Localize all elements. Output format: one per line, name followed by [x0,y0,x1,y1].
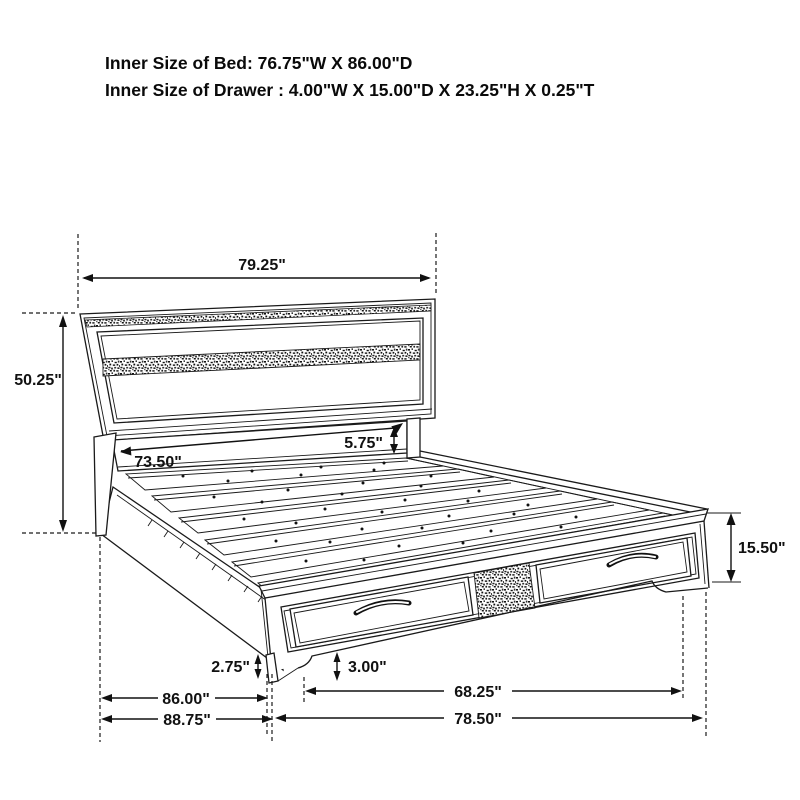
dim-headboard-height: 50.25" [14,372,62,389]
dim-foot-clearance: 3.00" [348,659,387,676]
dim-footboard-height: 15.50" [738,540,786,557]
dim-headboard-width: 79.25" [238,257,286,274]
dim-footboard-width: 78.50" [454,711,502,728]
footboard-glitter-panel [474,563,535,618]
headboard [80,299,435,441]
dim-overall-depth: 88.75" [163,712,211,729]
dim-rail-height: 5.75" [344,435,383,452]
dim-inner-rail-width: 73.50" [134,454,182,471]
dim-drawer-region-width: 68.25" [454,684,502,701]
dim-inner-depth: 86.00" [162,691,210,708]
header-line2: Inner Size of Drawer : 4.00"W X 15.00"D X 23.25"H X 0.25"T [105,80,595,100]
headboard-right-leg [407,418,420,458]
dim-base-height: 2.75" [211,659,250,676]
header-line1: Inner Size of Bed: 76.75"W X 86.00"D [105,53,413,73]
